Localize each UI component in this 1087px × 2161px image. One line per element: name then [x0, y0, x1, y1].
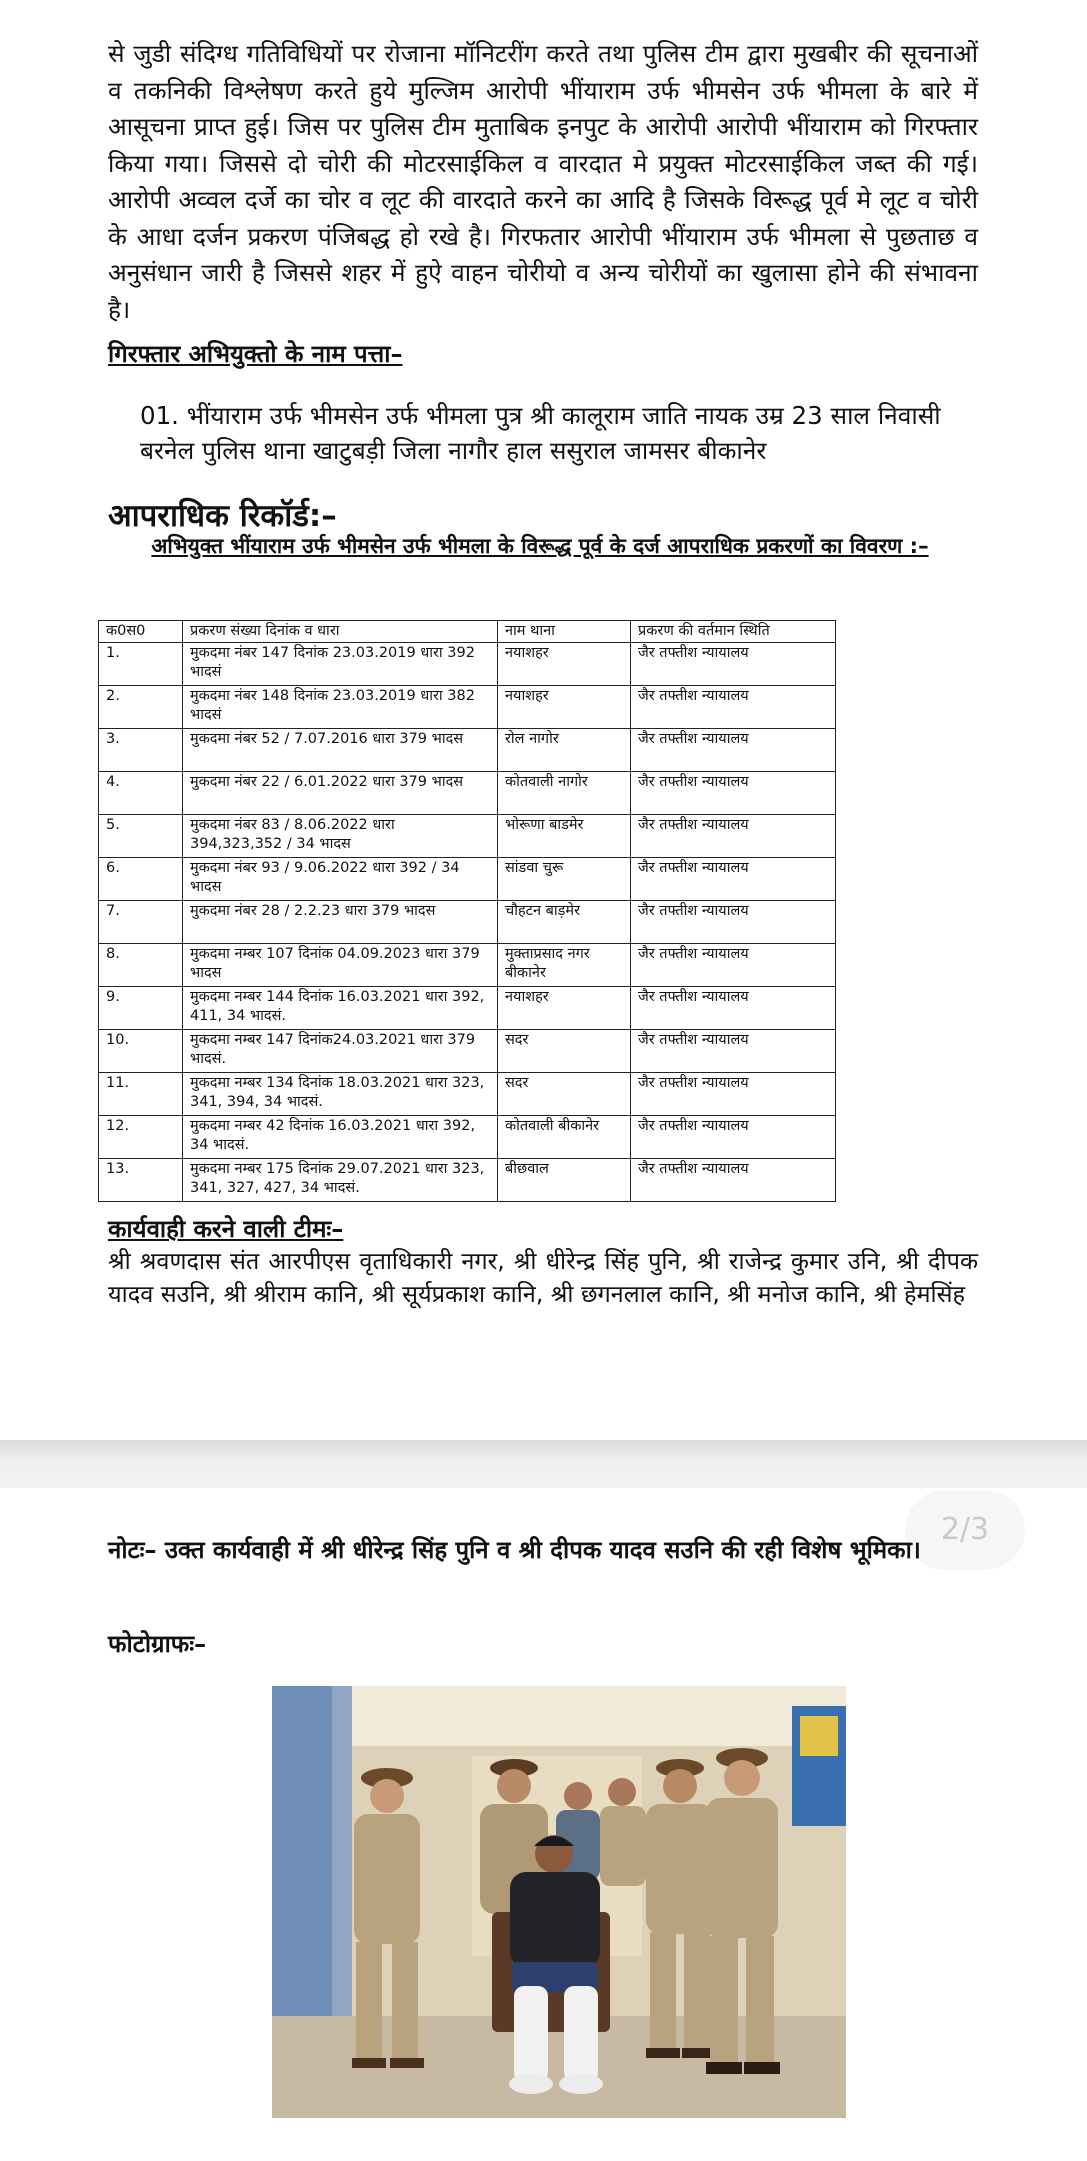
cell-station: भोरूणा बाडमेर [498, 815, 631, 858]
cases-table [98, 620, 836, 1202]
page-indicator: 2/3 [905, 1490, 1025, 1570]
cell-status: जैर तफ्तीश न्यायालय [631, 643, 836, 686]
table-row [99, 772, 836, 815]
header-case: प्रकरण संख्या दिनांक व धारा [183, 621, 498, 643]
accused-entry: 01. भींयाराम उर्फ भीमसेन उर्फ भीमला पुत्र श्री कालूराम जाति नायक उम्र 23 साल निवासी बरनेल पुलिस थाना खाटुबड़ी जिला नागौर हाल ससुराल जामसर बीकानेर [140, 401, 941, 465]
table-row [99, 1159, 836, 1202]
cell-status: जैर तफ्तीश न्यायालय [631, 772, 836, 815]
police-team-photo [272, 1686, 846, 2118]
note-text: नोटः– उक्त कार्यवाही में श्री धीरेन्द्र सिंह पुनि व श्री दीपक यादव सउनि की रही विशेष भूमिका। [108, 1536, 921, 1564]
cell-serial: 4. [99, 772, 183, 815]
cell-case: मुकदमा नंबर 93 / 9.06.2022 धारा 392 / 34 भादस [183, 858, 498, 901]
cell-station: मुक्ताप्रसाद नगर बीकानेर [498, 944, 631, 987]
cell-serial: 9. [99, 987, 183, 1030]
cell-serial: 10. [99, 1030, 183, 1073]
team-heading: कार्यवाही करने वाली टीमः– [108, 1215, 344, 1243]
cell-serial: 8. [99, 944, 183, 987]
table-row [99, 729, 836, 772]
table-row [99, 643, 836, 686]
cell-case: मुकदमा नंबर 52 / 7.07.2016 धारा 379 भादस [183, 729, 498, 772]
cell-case: मुकदमा नंबर 83 / 8.06.2022 धारा 394,323,352 / 34 भादस [183, 815, 498, 858]
cell-status: जैर तफ्तीश न्यायालय [631, 1116, 836, 1159]
cell-serial: 12. [99, 1116, 183, 1159]
cell-case: मुकदमा नम्बर 144 दिनांक 16.03.2021 धारा 392, 411, 34 भादसं. [183, 987, 498, 1030]
cell-serial: 5. [99, 815, 183, 858]
cell-case: मुकदमा नम्बर 107 दिनांक 04.09.2023 धारा 379 भादस [183, 944, 498, 987]
cell-serial: 1. [99, 643, 183, 686]
cell-status: जैर तफ्तीश न्यायालय [631, 1073, 836, 1116]
cell-case: मुकदमा नम्बर 134 दिनांक 18.03.2021 धारा 323, 341, 394, 34 भादसं. [183, 1073, 498, 1116]
cell-station: सदर [498, 1030, 631, 1073]
cell-status: जैर तफ्तीश न्यायालय [631, 686, 836, 729]
table-row [99, 815, 836, 858]
cell-status: जैर तफ्तीश न्यायालय [631, 729, 836, 772]
table-row [99, 1073, 836, 1116]
cell-serial: 6. [99, 858, 183, 901]
cell-status: जैर तफ्तीश न्यायालय [631, 1030, 836, 1073]
cell-station: नयाशहर [498, 643, 631, 686]
table-header-row [99, 621, 836, 643]
cell-serial: 7. [99, 901, 183, 944]
table-row [99, 1030, 836, 1073]
table-row [99, 1116, 836, 1159]
arrested-heading: गिरफ्तार अभियुक्तो के नाम पत्ता– [108, 340, 403, 368]
cell-status: जैर तफ्तीश न्यायालय [631, 987, 836, 1030]
page-separator [0, 1440, 1087, 1488]
team-members: श्री श्रवणदास संत आरपीएस वृताधिकारी नगर, श्री धीरेन्द्र सिंह पुनि, श्री राजेन्द्र कुमार उनि, श्री दीपक यादव सउनि, श्री श्रीराम कानि, श्री सूर्यप्रकाश कानि, श्री छगनलाल कानि, श्री मनोज कानि, श्री हेमसिंह [108, 1247, 978, 1308]
header-status: प्रकरण की वर्तमान स्थिति [631, 621, 836, 643]
cell-status: जैर तफ्तीश न्यायालय [631, 901, 836, 944]
cell-status: जैर तफ्तीश न्यायालय [631, 944, 836, 987]
cell-serial: 3. [99, 729, 183, 772]
cell-case: मुकदमा नम्बर 175 दिनांक 29.07.2021 धारा 323, 341, 327, 427, 34 भादसं. [183, 1159, 498, 1202]
table-row [99, 686, 836, 729]
cell-status: जैर तफ्तीश न्यायालय [631, 815, 836, 858]
header-station: नाम थाना [498, 621, 631, 643]
cell-serial: 2. [99, 686, 183, 729]
cell-station: रोल नागोर [498, 729, 631, 772]
cell-station: चौहटन बाड़मेर [498, 901, 631, 944]
table-row [99, 901, 836, 944]
header-serial: क0स0 [99, 621, 183, 643]
cell-case: मुकदमा नम्बर 42 दिनांक 16.03.2021 धारा 392, 34 भादसं. [183, 1116, 498, 1159]
ceiling [272, 1686, 846, 1746]
cell-case: मुकदमा नंबर 147 दिनांक 23.03.2019 धारा 392 भादसं [183, 643, 498, 686]
photo-label: फोटोग्राफः– [108, 1630, 207, 1658]
cell-station: नयाशहर [498, 686, 631, 729]
cell-status: जैर तफ्तीश न्यायालय [631, 1159, 836, 1202]
table-row [99, 858, 836, 901]
cell-station: नयाशहर [498, 987, 631, 1030]
cell-status: जैर तफ्तीश न्यायालय [631, 858, 836, 901]
cell-station: कोतवाली बीकानेर [498, 1116, 631, 1159]
cell-station: बीछवाल [498, 1159, 631, 1202]
record-title: आपराधिक रिकॉर्ड:– [108, 498, 337, 534]
record-subtitle: अभियुक्त भींयाराम उर्फ भीमसेन उर्फ भीमला के विरूद्ध पूर्व के दर्ज आपराधिक प्रकरणों का विवरण :– [151, 534, 929, 558]
cell-station: कोतवाली नागोर [498, 772, 631, 815]
cell-station: सांडवा चुरू [498, 858, 631, 901]
cell-serial: 11. [99, 1073, 183, 1116]
cell-case: मुकदमा नंबर 148 दिनांक 23.03.2019 धारा 382 भादसं [183, 686, 498, 729]
cell-case: मुकदमा नंबर 28 / 2.2.23 धारा 379 भादस [183, 901, 498, 944]
cell-serial: 13. [99, 1159, 183, 1202]
table-row [99, 987, 836, 1030]
notice-board-poster [800, 1716, 838, 1756]
summary-paragraph: से जुडी संदिग्ध गतिविधियों पर रोजाना मॉनिटरींग करते तथा पुलिस टीम द्वारा मुखबीर की सूचनाओं व तकनिकी विश्लेषण करते हुये मुल्जिम आरोपी भींयाराम उर्फ भीमसेन उर्फ भीमला के बारे में आसूचना प्राप्त हुई। जिस पर पुलिस टीम मुताबिक इनपुट के आरोपी आरोपी भींयाराम को गिरफ्तार किया गया। जिससे दो चोरी की मोटरसाईकिल व वारदात मे प्रयुक्त मोटरसाईकिल जब्त की गई। आरोपी अव्वल दर्जे का चोर व लूट की वारदाते करने का आदि है जिसके विरूद्ध पूर्व मे लूट व चोरी के आधा दर्जन प्रकरण पंजिबद्ध हो रखे है। गिरफतार आरोपी भींयाराम उर्फ भीमला से पुछताछ व अनुसंधान जारी है जिससे शहर में हुऐ वाहन चोरीयो व अन्य चोरीयों का खुलासा होने की संभावना है। [108, 39, 978, 324]
cell-station: सदर [498, 1073, 631, 1116]
cell-case: मुकदमा नंबर 22 / 6.01.2022 धारा 379 भादस [183, 772, 498, 815]
cell-case: मुकदमा नम्बर 147 दिनांक24.03.2021 धारा 379 भादसं. [183, 1030, 498, 1073]
table-row [99, 944, 836, 987]
